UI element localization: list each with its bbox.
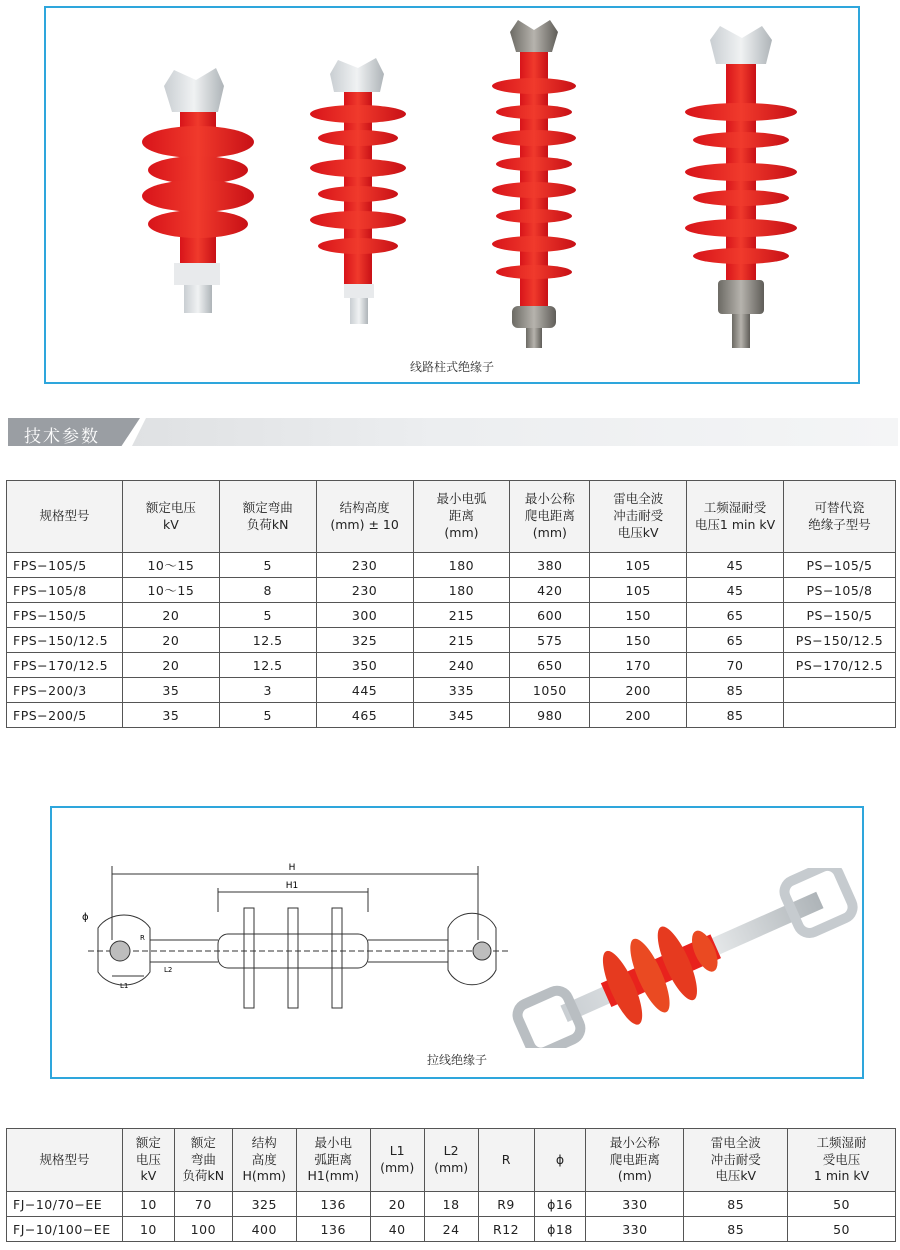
table-cell: 215	[413, 628, 510, 653]
table-cell: 200	[590, 703, 687, 728]
table-row	[7, 578, 896, 603]
photo-caption: 线路柱式绝缘子	[409, 360, 494, 374]
table-cell: 575	[510, 628, 590, 653]
table-cell: 650	[510, 653, 590, 678]
table-cell: 105	[590, 578, 687, 603]
table-cell: PS−105/5	[783, 553, 895, 578]
table-cell: 445	[316, 678, 413, 703]
table-cell: FPS−200/3	[7, 678, 123, 703]
label-phi: ϕ	[82, 912, 89, 923]
insulator-fps-105	[142, 68, 254, 313]
strain-insulator-diagram	[68, 848, 508, 1048]
shed-3	[332, 908, 342, 1008]
table-cell: 5	[219, 553, 316, 578]
diagram-caption: 拉线绝缘子	[426, 1053, 487, 1067]
table-cell	[783, 703, 895, 728]
table-cell: 345	[413, 703, 510, 728]
column-header: L2 (mm)	[424, 1129, 478, 1192]
table-cell: 300	[316, 603, 413, 628]
table-row	[7, 1192, 896, 1217]
table-cell: 240	[413, 653, 510, 678]
column-header: 额定电压 kV	[122, 481, 219, 553]
column-header: 额定 弯曲 负荷kN	[174, 1129, 232, 1192]
section-header	[8, 418, 898, 446]
table-cell: 18	[424, 1192, 478, 1217]
table-cell: 85	[687, 703, 784, 728]
column-header: 可替代瓷 绝缘子型号	[783, 481, 895, 553]
table-row	[7, 553, 896, 578]
table-cell: FPS−200/5	[7, 703, 123, 728]
table-cell: 35	[122, 703, 219, 728]
column-header: 结构高度 (mm) ± 10	[316, 481, 413, 553]
table-cell: 215	[413, 603, 510, 628]
table-cell: 380	[510, 553, 590, 578]
table-cell: FPS−170/12.5	[7, 653, 123, 678]
table-cell: 35	[122, 678, 219, 703]
table-cell: 136	[296, 1217, 370, 1242]
table-cell: 325	[232, 1192, 296, 1217]
table-cell: 325	[316, 628, 413, 653]
table-cell: 180	[413, 553, 510, 578]
column-header: 工频湿耐 受电压 1 min kV	[788, 1129, 896, 1192]
column-header: 规格型号	[7, 1129, 123, 1192]
column-header: 雷电全波 冲击耐受 电压kV	[684, 1129, 788, 1192]
table-row	[7, 603, 896, 628]
table-cell: 65	[687, 628, 784, 653]
table-cell: 600	[510, 603, 590, 628]
column-header: 工频湿耐受 电压1 min kV	[687, 481, 784, 553]
table-cell: 420	[510, 578, 590, 603]
table-cell: 5	[219, 703, 316, 728]
table-cell: 350	[316, 653, 413, 678]
table-cell: 45	[687, 578, 784, 603]
column-header: 最小电弧 距离 (mm)	[413, 481, 510, 553]
table-row	[7, 678, 896, 703]
label-r: R	[140, 934, 145, 942]
table-cell: 136	[296, 1192, 370, 1217]
table-cell: FPS−105/5	[7, 553, 123, 578]
strain-insulator-photo	[512, 868, 862, 1048]
table-cell: 65	[687, 603, 784, 628]
table-cell: 1050	[510, 678, 590, 703]
table-cell: 170	[590, 653, 687, 678]
label-h: H	[288, 863, 296, 873]
table-cell: FPS−150/12.5	[7, 628, 123, 653]
table-cell: 40	[370, 1217, 424, 1242]
label-l2: L2	[164, 966, 173, 974]
table-cell: FJ−10/100−EE	[7, 1217, 123, 1242]
insulator-fps-150	[310, 58, 406, 324]
table-cell: 70	[174, 1192, 232, 1217]
table-cell: 10～15	[122, 553, 219, 578]
section-title: 技术参数	[24, 427, 100, 447]
column-header: 最小电 弧距离 H1(mm)	[296, 1129, 370, 1192]
product-photo-panel	[44, 6, 860, 384]
shed-2	[288, 908, 298, 1008]
table-cell: 12.5	[219, 628, 316, 653]
insulator-fps-170	[492, 20, 576, 348]
label-h1: H1	[285, 881, 299, 891]
column-header: 结构 高度 H(mm)	[232, 1129, 296, 1192]
table-cell: 230	[316, 553, 413, 578]
table-row	[7, 653, 896, 678]
table-row	[7, 628, 896, 653]
table-cell: 8	[219, 578, 316, 603]
table-cell: ϕ18	[534, 1217, 586, 1242]
insulator-fps-200	[685, 26, 797, 348]
table-cell: PS−105/8	[783, 578, 895, 603]
table-cell: 50	[788, 1217, 896, 1242]
table-cell: 465	[316, 703, 413, 728]
table-cell: 3	[219, 678, 316, 703]
table-cell: PS−150/12.5	[783, 628, 895, 653]
column-header: 最小公称 爬电距离 (mm)	[510, 481, 590, 553]
table-cell: 330	[586, 1192, 684, 1217]
table-cell: R12	[478, 1217, 534, 1242]
table-cell: 980	[510, 703, 590, 728]
column-header: R	[478, 1129, 534, 1192]
table-cell: 230	[316, 578, 413, 603]
table-cell: 20	[370, 1192, 424, 1217]
table-cell: FPS−150/5	[7, 603, 123, 628]
column-header: 雷电全波 冲击耐受 电压kV	[590, 481, 687, 553]
table-cell: 12.5	[219, 653, 316, 678]
table-header-row	[7, 481, 896, 553]
table-cell: 105	[590, 553, 687, 578]
table-cell: 85	[684, 1217, 788, 1242]
table-cell: PS−150/5	[783, 603, 895, 628]
column-header: 最小公称 爬电距离 (mm)	[586, 1129, 684, 1192]
column-header: ϕ	[534, 1129, 586, 1192]
table-row	[7, 1217, 896, 1242]
table-cell: 335	[413, 678, 510, 703]
table-cell: 20	[122, 653, 219, 678]
column-header: 额定弯曲 负荷kN	[219, 481, 316, 553]
table-cell: 70	[687, 653, 784, 678]
table-cell: PS−170/12.5	[783, 653, 895, 678]
table-cell: FJ−10/70−EE	[7, 1192, 123, 1217]
table-cell: 10	[122, 1192, 174, 1217]
table-cell: 180	[413, 578, 510, 603]
label-l1: L1	[120, 982, 129, 990]
table-cell: 5	[219, 603, 316, 628]
table-cell: 20	[122, 603, 219, 628]
table-cell: 100	[174, 1217, 232, 1242]
insulator-photos	[46, 8, 858, 348]
table-cell: R9	[478, 1192, 534, 1217]
table-header-row	[7, 1129, 896, 1192]
column-header: L1 (mm)	[370, 1129, 424, 1192]
table-cell: 330	[586, 1217, 684, 1242]
table-cell: 150	[590, 603, 687, 628]
section-stripe	[132, 418, 898, 446]
table-cell: 24	[424, 1217, 478, 1242]
table-cell: 50	[788, 1192, 896, 1217]
spec-table-post-insulator	[6, 480, 896, 728]
spec-table-strain-insulator	[6, 1128, 896, 1242]
table-cell: 200	[590, 678, 687, 703]
table-cell: FPS−105/8	[7, 578, 123, 603]
table-cell: 45	[687, 553, 784, 578]
table-cell: 10	[122, 1217, 174, 1242]
table-row	[7, 703, 896, 728]
table-cell	[783, 678, 895, 703]
table-cell: 400	[232, 1217, 296, 1242]
column-header: 规格型号	[7, 481, 123, 553]
table-cell: 20	[122, 628, 219, 653]
table-cell: 85	[684, 1192, 788, 1217]
column-header: 额定 电压 kV	[122, 1129, 174, 1192]
table-cell: 85	[687, 678, 784, 703]
table-cell: 150	[590, 628, 687, 653]
shed-1	[244, 908, 254, 1008]
table-cell: ϕ16	[534, 1192, 586, 1217]
table-cell: 10～15	[122, 578, 219, 603]
strain-insulator-panel	[50, 806, 864, 1079]
